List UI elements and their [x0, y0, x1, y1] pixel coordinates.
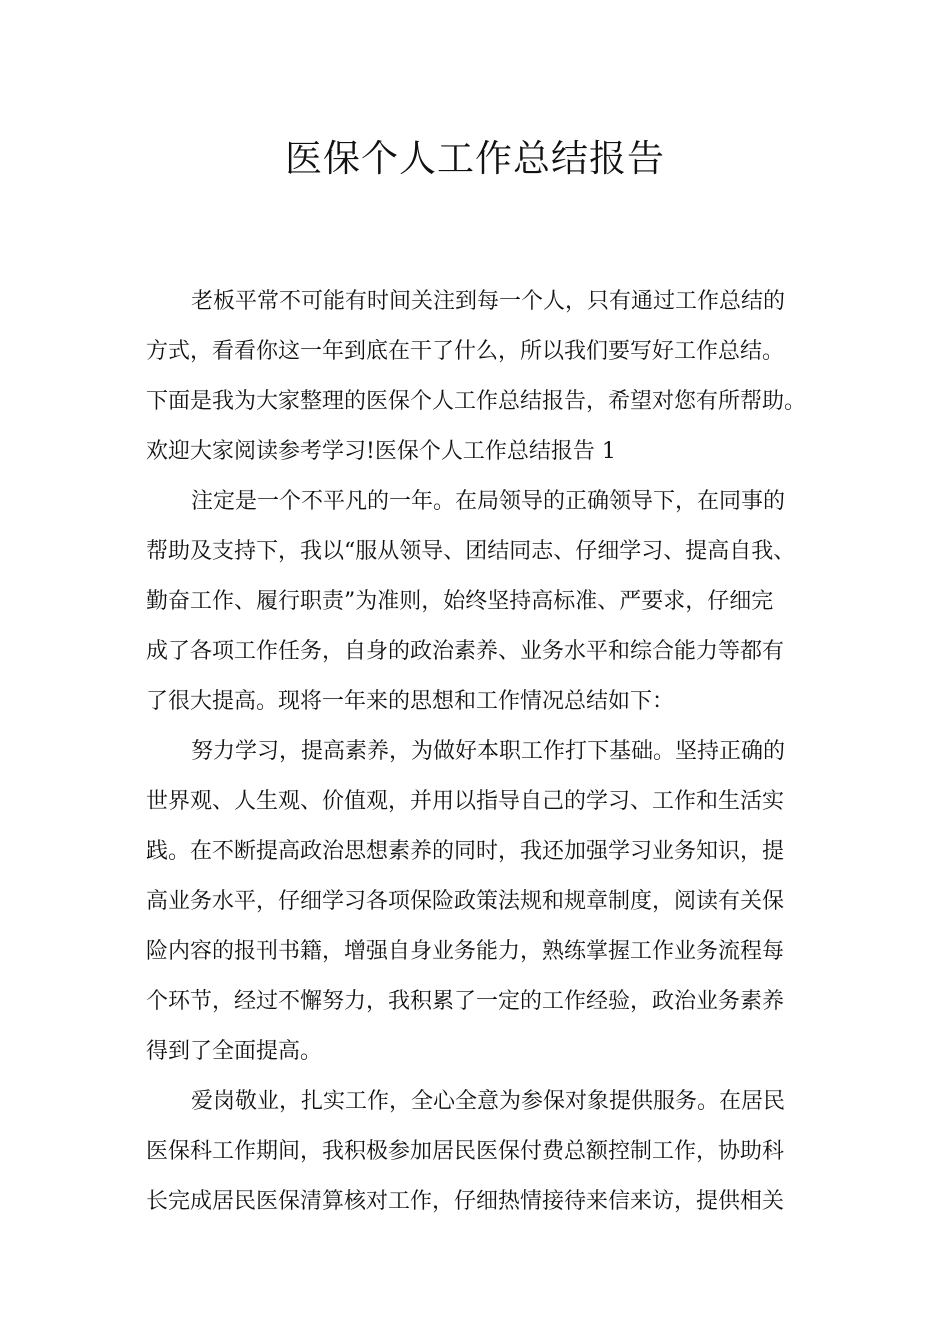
- text-line: 长完成居民医保清算核对工作，仔细热情接待来信来访，提供相关: [146, 1189, 785, 1214]
- text-line: 老板平常不可能有时间关注到每一个人，只有通过工作总结的: [191, 289, 786, 314]
- text-line: 努力学习，提高素养，为做好本职工作打下基础。坚持正确的: [191, 739, 786, 764]
- text-line: 成了各项工作任务，自身的政治素养、业务水平和综合能力等都有: [146, 639, 785, 664]
- text-line: 得到了全面提高。: [146, 1039, 323, 1064]
- text-line: 爱岗敬业，扎实工作，全心全意为参保对象提供服务。在居民: [191, 1089, 786, 1114]
- document-body: [146, 284, 821, 1234]
- document-title: 医保个人工作总结报告: [285, 137, 665, 180]
- text-line: 险内容的报刊书籍，增强自身业务能力，熟练掌握工作业务流程每: [146, 939, 785, 964]
- text-line: 勤奋工作、履行职责”为准则，始终坚持高标准、严要求，仔细完: [146, 589, 774, 614]
- text-line: 世界观、人生观、价值观，并用以指导自己的学习、工作和生活实: [146, 789, 785, 814]
- text-line: 注定是一个不平凡的一年。在局领导的正确领导下，在同事的: [191, 489, 786, 514]
- text-line: 践。在不断提高政治思想素养的同时，我还加强学习业务知识，提: [146, 839, 785, 864]
- text-line: 医保科工作期间，我积极参加居民医保付费总额控制工作，协助科: [146, 1139, 785, 1164]
- text-line: 方式，看看你这一年到底在干了什么，所以我们要写好工作总结。: [146, 339, 785, 364]
- text-line: 帮助及支持下，我以“服从领导、团结同志、仔细学习、提高自我、: [146, 539, 796, 564]
- text-line: 下面是我为大家整理的医保个人工作总结报告，希望对您有所帮助。: [146, 389, 807, 414]
- text-line: 个环节，经过不懈努力，我积累了一定的工作经验，政治业务素养: [146, 989, 785, 1014]
- text-line: 欢迎大家阅读参考学习!医保个人工作总结报告 1: [146, 439, 616, 464]
- text-line: 高业务水平，仔细学习各项保险政策法规和规章制度，阅读有关保: [146, 889, 785, 914]
- text-line: 了很大提高。现将一年来的思想和工作情况总结如下：: [146, 689, 675, 714]
